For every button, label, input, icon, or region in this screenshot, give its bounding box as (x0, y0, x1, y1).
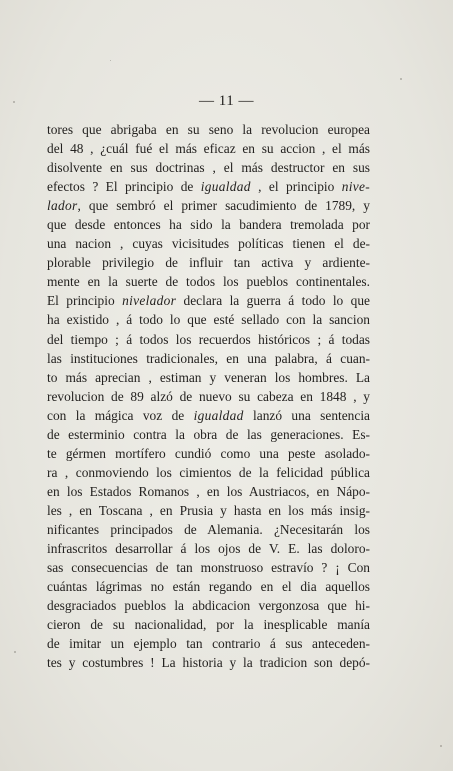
text-line (47, 177, 370, 196)
paper-speck (400, 78, 402, 80)
text-line (47, 272, 370, 291)
text-line (47, 139, 370, 158)
text-line (47, 596, 370, 615)
text-line (47, 425, 370, 444)
text-line (47, 539, 370, 558)
text-run: cuántas lágrimas no están regando en el dia aquellos (47, 579, 370, 595)
text-line (47, 291, 370, 310)
text-run: sas consecuencias de tan monstruoso estravío ? ¡ Con (47, 560, 370, 576)
text-run: que desde entonces ha sido la bandera tremolada por (47, 217, 370, 233)
text-run: con la mágica voz de (47, 407, 194, 423)
text-run: declara la guerra á todo lo que (176, 293, 370, 309)
text-run: ra , conmoviendo los cimientos de la felicidad pública (47, 464, 370, 480)
paper-speck (110, 60, 111, 61)
text-run: cieron de su nacionalidad, por la inesplicable manía (47, 617, 370, 633)
text-line (47, 520, 370, 539)
text-line (47, 215, 370, 234)
text-run: plorable privilegio de influir tan activa y ardiente- (47, 255, 370, 271)
text-line (47, 501, 370, 520)
text-line (47, 196, 370, 215)
text-run: las instituciones tradicionales, en una palabra, á cuan- (47, 350, 370, 366)
text-line (47, 330, 370, 349)
italic-term: igualdad (200, 179, 251, 195)
text-run: revolucion de 89 alzó de nuevo su cabeza en 1848 , y (47, 388, 370, 404)
italic-term: nive- (341, 179, 371, 195)
text-run: les , en Toscana , en Prusia y hasta en los más insig- (47, 502, 370, 518)
text-run: tores que abrigaba en su seno la revolucion europea (47, 122, 370, 137)
text-run: mente en la suerte de todos los pueblos continentales. (47, 274, 370, 290)
text-line (47, 368, 370, 387)
text-run: del tiempo ; á todos los recuerdos históricos ; á todas (47, 331, 370, 347)
paper-speck (13, 101, 15, 103)
text-run: una nacion , cuyas vicisitudes políticas tienen el de- (47, 236, 370, 252)
text-run: nificantes principados de Alemania. ¿Necesitarán los (47, 521, 370, 537)
text-line (47, 558, 370, 577)
text-run: de imitar un ejemplo tan contrario á sus anteceden- (47, 636, 370, 652)
page-number: — 11 — (199, 93, 254, 109)
text-run: desgraciados pueblos la abdicacion vergonzosa que hi- (47, 598, 370, 614)
text-line (47, 349, 370, 368)
text-run: lanzó una sentencia (243, 407, 370, 423)
text-line (47, 158, 370, 177)
text-run: tes y costumbres ! La historia y la tradicion son depó- (47, 655, 370, 671)
text-run: te gérmen mortífero cundió como una peste asolado- (47, 445, 370, 461)
text-run: ha existido , á todo lo que esté sellado con la sancion (47, 312, 370, 328)
italic-term: nivelador (122, 293, 177, 309)
text-run: , que sembró el primer sacudimiento de 1789, y (77, 198, 370, 214)
text-line (47, 387, 370, 406)
text-line (47, 444, 370, 463)
text-line (47, 653, 370, 672)
text-line (47, 310, 370, 329)
text-run: to más aprecian , estiman y veneran los hombres. La (47, 369, 370, 385)
italic-term: igualdad (193, 407, 244, 423)
paper-speck (14, 651, 16, 653)
text-run: , el principio (250, 179, 342, 195)
text-run: de esterminio contra la obra de las generaciones. Es- (47, 426, 370, 442)
text-run: infrascritos desarrollar á los ojos de V. E. las doloro- (47, 541, 370, 557)
text-run: del 48 , ¿cuál fué el más eficaz en su accion , el más (47, 141, 370, 157)
text-run: en los Estados Romanos , en los Austriacos, en Nápo- (47, 483, 370, 499)
text-run: disolvente en sus doctrinas , el más destructor en sus (47, 160, 370, 176)
text-line (47, 120, 370, 139)
text-line (47, 634, 370, 653)
text-line (47, 253, 370, 272)
body-text (47, 120, 370, 672)
text-line (47, 463, 370, 482)
text-run: El principio (47, 293, 123, 309)
paper-speck (440, 745, 442, 747)
text-line (47, 406, 370, 425)
text-line (47, 577, 370, 596)
italic-term: lador (47, 198, 78, 214)
text-line (47, 615, 370, 634)
text-line (47, 482, 370, 501)
text-line (47, 234, 370, 253)
text-run: efectos ? El principio de (47, 179, 201, 195)
